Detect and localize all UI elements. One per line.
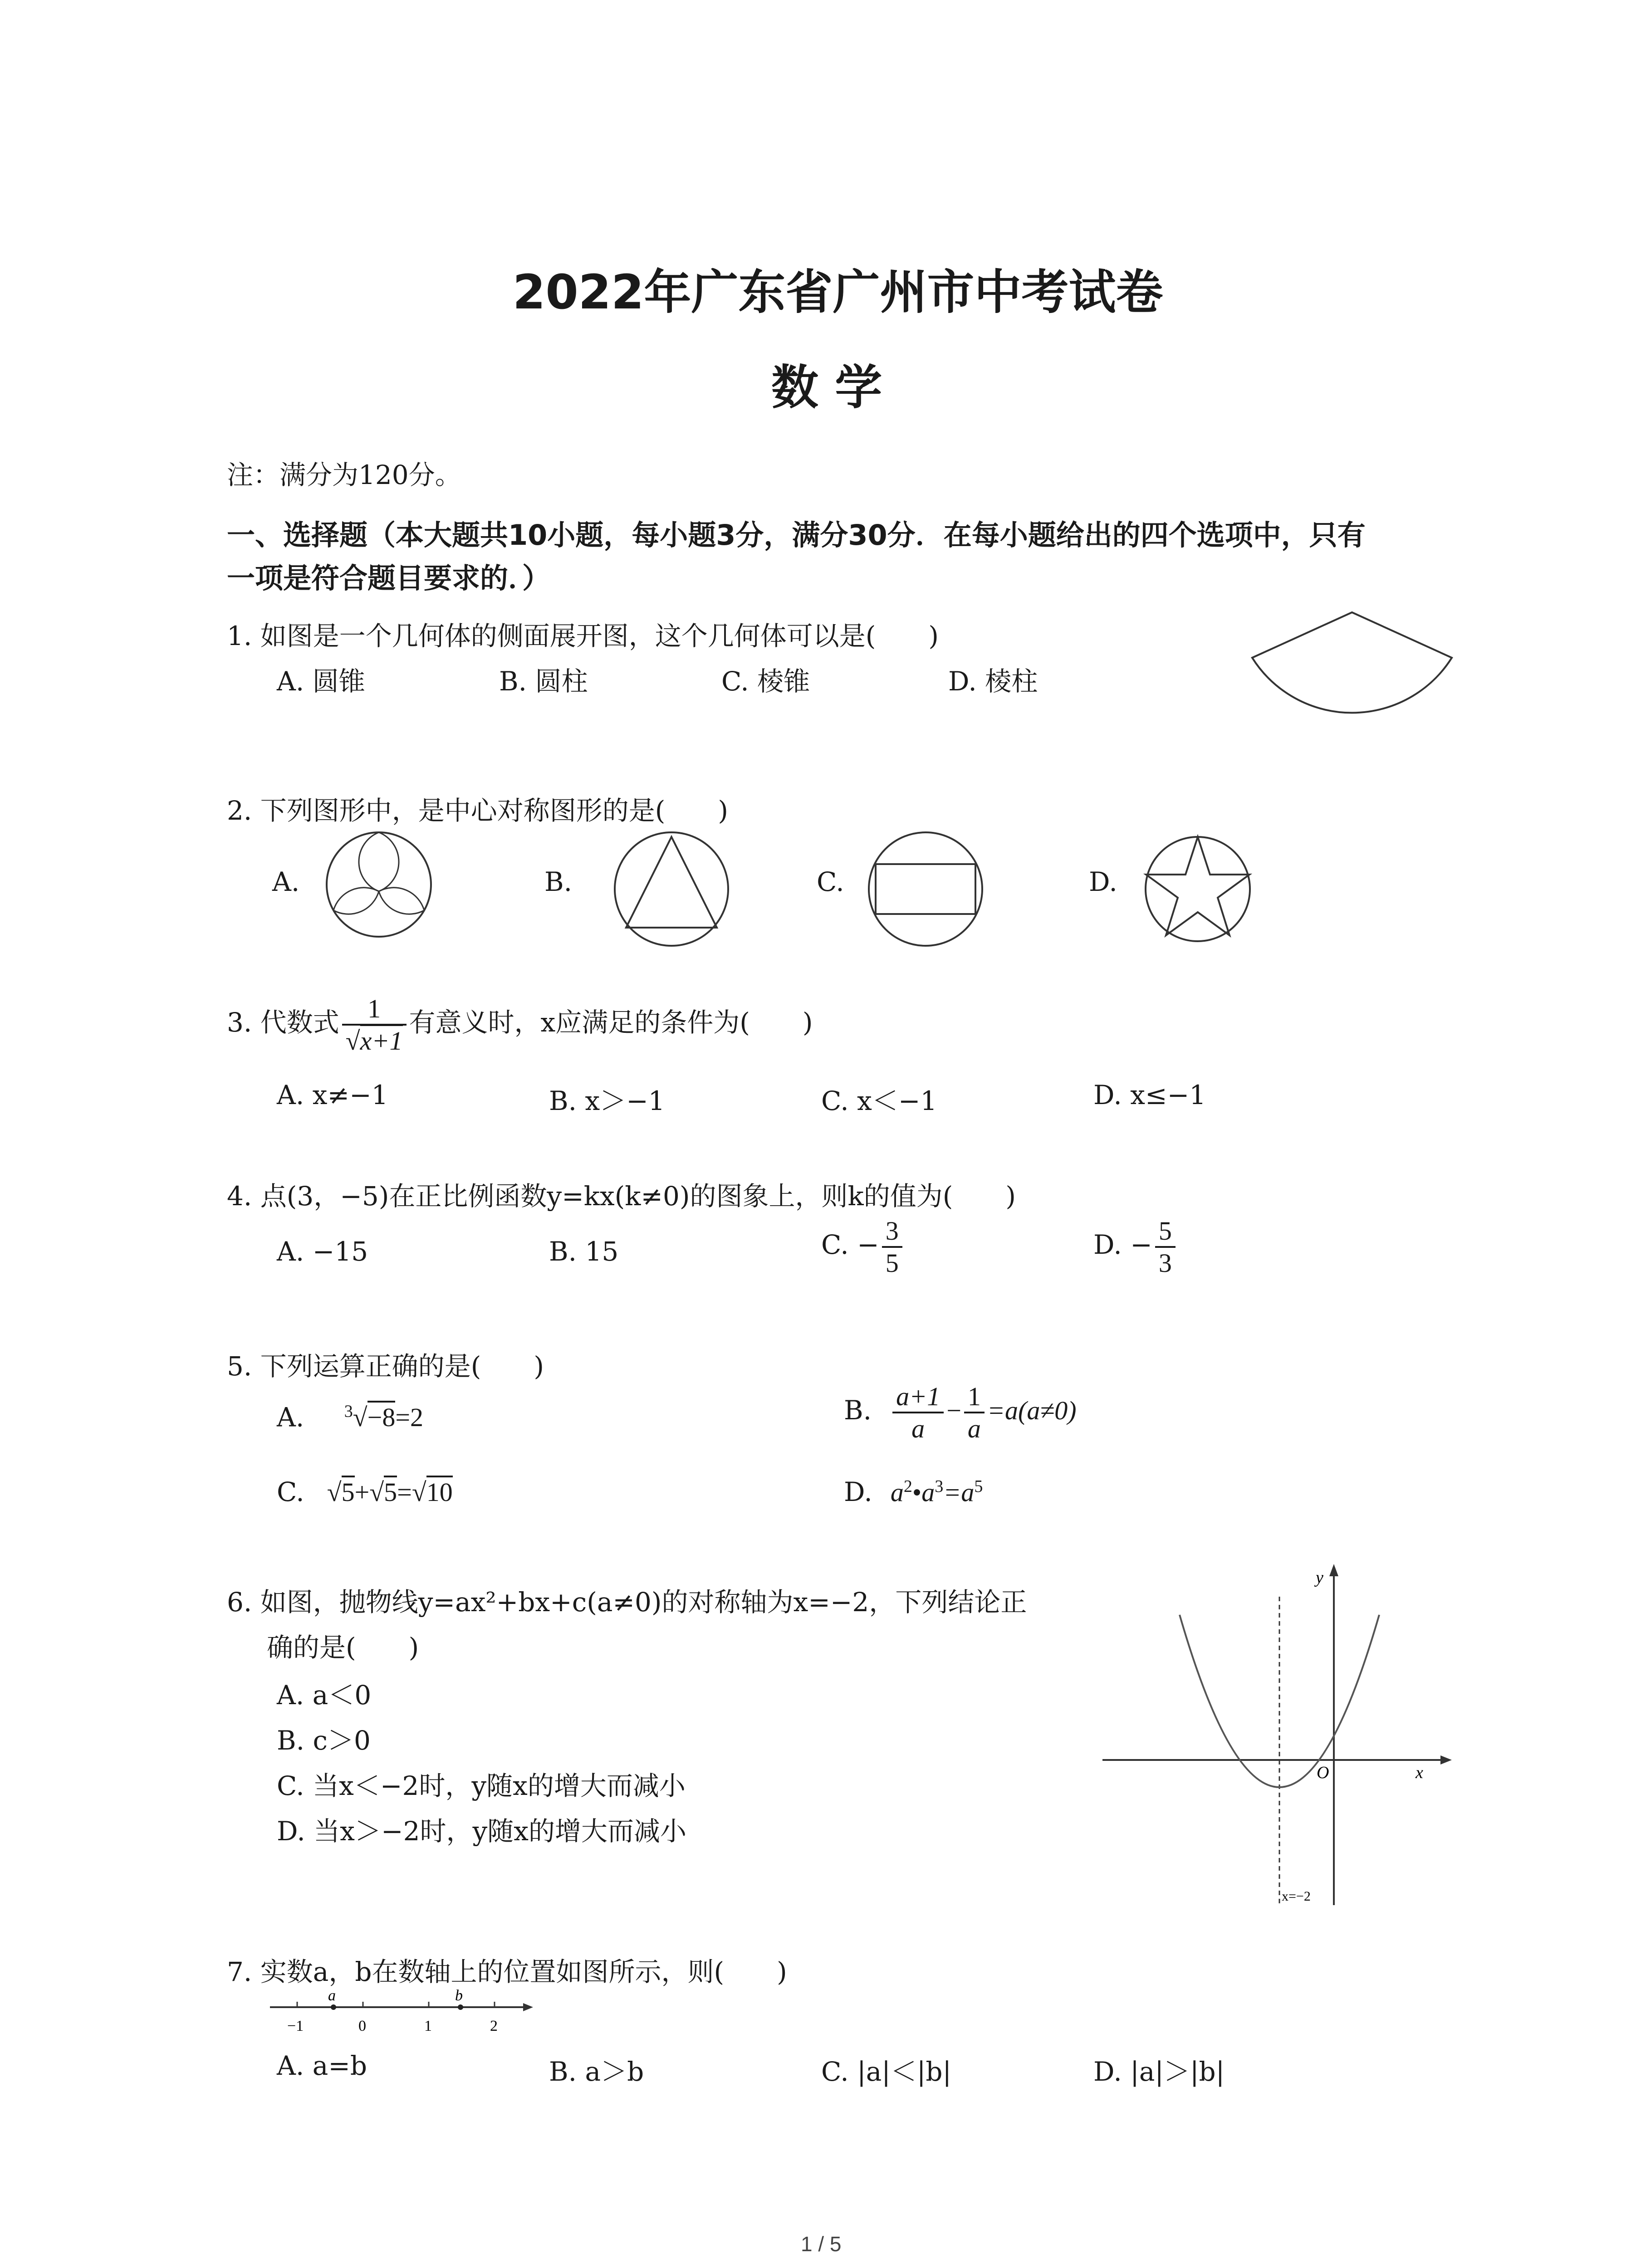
question-5-b-num1: a+1 bbox=[892, 1381, 944, 1413]
page-title: 2022年广东省广州市中考试卷 bbox=[513, 264, 1163, 320]
question-5-option-b-result: =a(a≠0) bbox=[987, 1396, 1077, 1426]
question-5-option-a-result: =2 bbox=[395, 1403, 424, 1432]
score-note: 注：满分为120分。 bbox=[227, 459, 461, 490]
question-5-option-a: A. $^3$√−8=2 bbox=[277, 1402, 424, 1433]
question-4-option-d-fraction bbox=[1155, 1216, 1176, 1278]
question-1-option-a: A. 圆锥 bbox=[277, 666, 365, 697]
question-4-option-d-num: 5 bbox=[1155, 1216, 1176, 1248]
question-4-option-b: B. 15 bbox=[549, 1236, 619, 1267]
question-3-fraction-num: 1 bbox=[342, 993, 407, 1026]
figure-a-circle-arcs bbox=[322, 828, 436, 941]
question-4-option-a: A. −15 bbox=[277, 1236, 368, 1267]
question-5-stem: 5. 下列运算正确的是( ) bbox=[227, 1351, 544, 1382]
question-5-b-num2: 1 bbox=[964, 1381, 985, 1413]
page-subject: 数 学 bbox=[771, 360, 882, 415]
question-4-option-c bbox=[821, 1216, 905, 1278]
number-line-tick-neg1: −1 bbox=[287, 2018, 304, 2034]
graph-origin-label: O bbox=[1317, 1763, 1329, 1782]
number-line-point-b: b bbox=[455, 1989, 463, 2004]
question-5-d-dot: • bbox=[912, 1477, 922, 1507]
question-7-option-c: C. |a|＜|b| bbox=[821, 2056, 952, 2087]
question-5-option-b-label: B. bbox=[844, 1395, 872, 1426]
question-6-option-b: B. c＞0 bbox=[277, 1725, 371, 1756]
question-7-option-d: D. |a|＞|b| bbox=[1093, 2056, 1225, 2087]
question-4-option-c-num: 3 bbox=[882, 1216, 902, 1248]
question-4-option-d-label: D. − bbox=[1093, 1229, 1152, 1261]
question-5-b-minus: − bbox=[946, 1396, 961, 1426]
question-5-c-radicand-3: 10 bbox=[426, 1476, 453, 1507]
question-5-option-b-fraction-2 bbox=[964, 1381, 985, 1444]
question-7-stem: 7. 实数a，b在数轴上的位置如图所示，则( ) bbox=[227, 1956, 787, 1987]
question-2-label-c: C. bbox=[817, 866, 844, 897]
question-3-fraction-den: √x+1 bbox=[342, 1026, 407, 1056]
question-5-option-c: C. √5+√5=√10 bbox=[277, 1476, 453, 1507]
question-6-stem-line1: 6. 如图，抛物线y=ax²+bx+c(a≠0)的对称轴为x=−2，下列结论正 bbox=[227, 1587, 1027, 1618]
question-3-option-b: B. x＞−1 bbox=[549, 1085, 665, 1116]
question-6-stem-line2: 确的是( ) bbox=[267, 1632, 419, 1663]
question-5-d-result: =a bbox=[943, 1477, 975, 1507]
question-4-stem: 4. 点(3，−5)在正比例函数y=kx(k≠0)的图象上，则k的值为( ) bbox=[227, 1181, 1016, 1212]
sector-net-figure bbox=[1243, 599, 1461, 735]
question-5-option-d-label: D. bbox=[844, 1476, 872, 1508]
page-number: 1 / 5 bbox=[801, 2232, 842, 2256]
question-6-option-a: A. a＜0 bbox=[277, 1680, 372, 1711]
question-4-option-c-den: 5 bbox=[885, 1248, 899, 1278]
question-4-option-d bbox=[1093, 1216, 1178, 1278]
question-5-option-b bbox=[844, 1381, 1077, 1444]
question-5-cube-root-radicand: −8 bbox=[367, 1401, 396, 1432]
question-3-radicand: x+1 bbox=[360, 1024, 403, 1056]
question-5-c-eq: = bbox=[397, 1477, 412, 1507]
question-5-c-radicand-1: 5 bbox=[342, 1476, 355, 1507]
question-5-c-radicand-2: 5 bbox=[384, 1476, 397, 1507]
figure-b-triangle-in-circle bbox=[594, 830, 749, 948]
question-7-option-a: A. a=b bbox=[277, 2050, 367, 2081]
number-line-tick-0: 0 bbox=[358, 2018, 366, 2034]
section-heading-line1: 一、选择题（本大题共10小题，每小题3分，满分30分．在每小题给出的四个选项中，只有 bbox=[227, 518, 1366, 552]
question-3-fraction bbox=[342, 993, 407, 1056]
number-line-tick-2: 2 bbox=[490, 2018, 498, 2034]
question-5-d-base-2: a bbox=[921, 1477, 935, 1507]
question-5-cube-root-index: 3 bbox=[344, 1402, 353, 1421]
question-3-prefix: 3. 代数式 bbox=[227, 1007, 339, 1038]
question-3-option-c: C. x＜−1 bbox=[821, 1085, 937, 1116]
question-3-option-a: A. x≠−1 bbox=[277, 1080, 388, 1110]
question-5-c-plus: + bbox=[354, 1477, 370, 1507]
question-6-option-d: D. 当x＞−2时，y随x的增大而减小 bbox=[277, 1816, 686, 1847]
question-5-option-b-fraction-1 bbox=[892, 1381, 944, 1444]
question-5-d-exp-2: 3 bbox=[935, 1477, 944, 1496]
section-heading-line2: 一项是符合题目要求的．） bbox=[227, 562, 551, 595]
figure-c-rectangle-in-circle bbox=[867, 830, 985, 948]
question-5-d-exp-3: 5 bbox=[974, 1477, 983, 1496]
number-line-figure bbox=[265, 1989, 538, 2039]
figure-d-star-in-circle bbox=[1139, 830, 1257, 948]
question-5-option-a-label: A. bbox=[277, 1402, 304, 1433]
question-1-option-d: D. 棱柱 bbox=[948, 666, 1038, 697]
question-4-option-c-fraction bbox=[882, 1216, 902, 1278]
question-3-option-d: D. x≤−1 bbox=[1093, 1080, 1206, 1110]
question-5-option-c-label: C. bbox=[277, 1476, 304, 1507]
number-line-tick-1: 1 bbox=[424, 2018, 432, 2034]
question-5-option-d bbox=[844, 1476, 983, 1507]
graph-x-label: x bbox=[1416, 1763, 1423, 1782]
question-5-d-base-1: a bbox=[890, 1477, 904, 1507]
question-3-stem bbox=[227, 993, 813, 1056]
question-3-suffix: 有意义时，x应满足的条件为( ) bbox=[409, 1007, 813, 1038]
parabola-graph bbox=[1098, 1560, 1456, 1919]
question-1-stem: 1. 如图是一个几何体的侧面展开图，这个几何体可以是( ) bbox=[227, 621, 939, 651]
question-2-stem: 2. 下列图形中，是中心对称图形的是( ) bbox=[227, 795, 729, 826]
question-6-option-c: C. 当x＜−2时，y随x的增大而减小 bbox=[277, 1770, 686, 1801]
question-4-option-c-label: C. − bbox=[821, 1229, 879, 1261]
graph-axis-label: x=−2 bbox=[1282, 1889, 1311, 1904]
question-4-option-d-den: 3 bbox=[1158, 1248, 1172, 1278]
question-5-b-den1: a bbox=[911, 1414, 925, 1443]
question-1-option-b: B. 圆柱 bbox=[499, 666, 588, 697]
question-2-label-b: B. bbox=[544, 866, 573, 897]
question-2-label-d: D. bbox=[1089, 866, 1117, 897]
question-1-option-c: C. 棱锥 bbox=[721, 666, 810, 697]
question-5-d-exp-1: 2 bbox=[903, 1477, 912, 1496]
question-7-option-b: B. a＞b bbox=[549, 2056, 644, 2087]
number-line-point-a: a bbox=[328, 1989, 336, 2004]
question-2-label-a: A. bbox=[272, 866, 300, 897]
question-5-b-den2: a bbox=[967, 1414, 981, 1443]
graph-y-label: y bbox=[1316, 1568, 1323, 1587]
